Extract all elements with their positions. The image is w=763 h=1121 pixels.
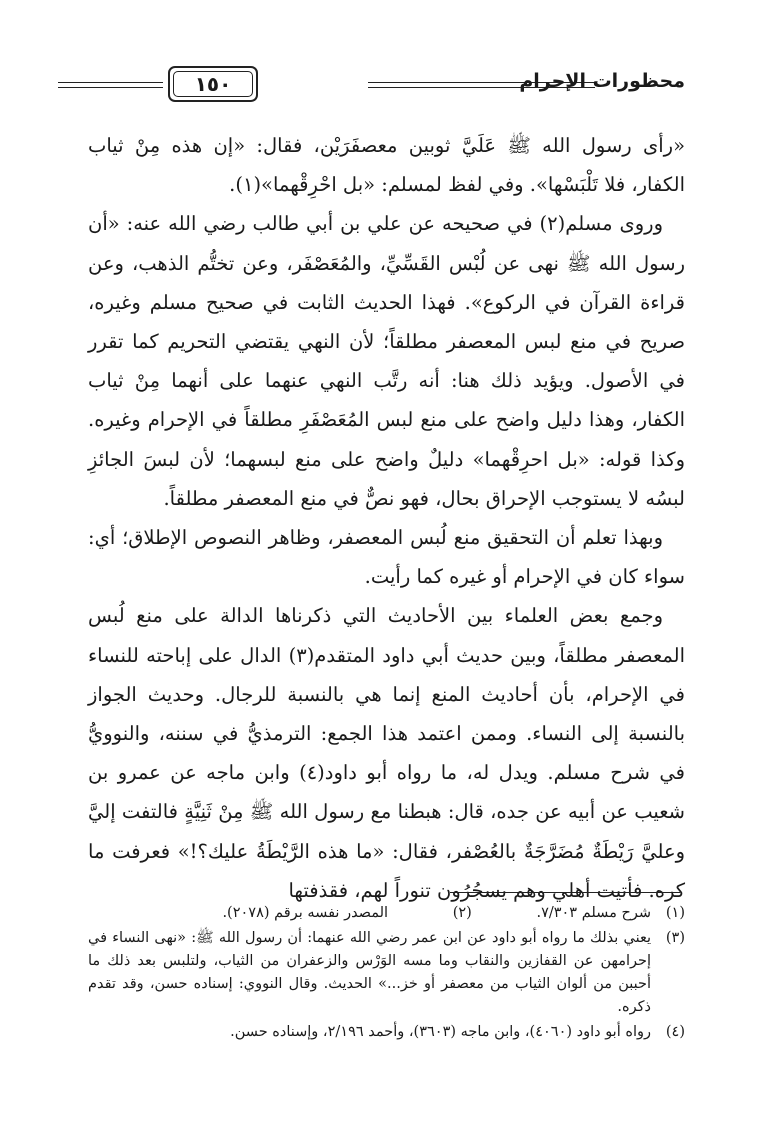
page-header: [58, 68, 685, 112]
paragraph: «رأى رسول الله ﷺ عَلَيَّ ثوبين معصفَرَيْن، فقال: «إن هذه مِنْ ثياب الكفار، فلا تَلْبَسْها». وفي لفظ لمسلم: «بل احْرِقْهما»(١).: [88, 134, 685, 197]
paragraph: وجمع بعض العلماء بين الأحاديث التي ذكرناها الدالة على منع لُبس المعصفر مطلقاً، وبين حديث أبي داود المتقدم(٣) الدال على إباحته للنساء في الإحرام، بأن أحاديث المنع إنما هي بالنسبة للرجال. وحديث الجواز بالنسبة إلى النساء. وممن اعتمد هذا الجمع: الترمذيُّ في سننه، والنوويُّ في شرح مسلم. ويدل له، ما رواه أبو داود(٤) وابن ماجه عن عمرو بن شعيب عن أبيه عن جده، قال: هبطنا مع رسول الله ﷺ مِنْ ثَنِيَّةٍ فالتفت إليَّ وعليَّ رَيْطَةٌ مُضَرَّجَةٌ بالعُصْفر، فقال: «ما هذه الرَّيْطَةُ عليك؟!» فعرفت ما كره. فأتيت أهلي وهم يسجُرُون تنوراً لهم، فقذفتها: [88, 604, 686, 902]
footnote-text: رواه أبو داود (٤٠٦٠)، وابن ماجه (٣٦٠٣)، وأحمد ٢/١٩٦، وإسناده حسن.: [230, 1024, 651, 1040]
paragraph: وبهذا تعلم أن التحقيق منع لُبس المعصفر، وظاهر النصوص الإطلاق؛ أي: سواء كان في الإحرام أو غيره كما رأيت.: [88, 526, 685, 589]
running-title: محظورات الإحرام: [519, 70, 685, 92]
footnote-number: (٣): [665, 930, 685, 946]
footnotes: [88, 902, 685, 1046]
footnote-number: (١): [665, 905, 685, 921]
footnote-row: [88, 902, 685, 925]
header-rule: [58, 87, 163, 88]
footnote-text: المصدر نفسه برقم (٢٠٧٨).: [222, 905, 389, 921]
header-rule: [58, 82, 163, 83]
paragraph: وروى مسلم(٢) في صحيحه عن علي بن أبي طالب رضي الله عنه: «أن رسول الله ﷺ نهى عن لُبْس القَسِّيِّ، والمُعَصْفَر، وعن تختُّم الذهب، وعن قراءة القرآن في الركوع». فهذا الحديث الثابت في صحيح مسلم وغيره، صريح في منع لبس المعصفر مطلقاً؛ لأن النهي يقتضي التحريم كما تقرر في الأصول. ويؤيد ذلك هنا: أنه رتَّب النهي عنهما على أنهما مِنْ ثياب الكفار، وهذا دليل واضح على منع لبس المُعَصْفَرِ مطلقاً في الإحرام وغيره. وكذا قوله: «بل احرِقْهما» دليلٌ واضح على منع لبسهما؛ لأن لبسَ الجائزِ لبسُه لا يستوجب الإحراق بحال، فهو نصٌّ في منع المعصفر مطلقاً.: [88, 212, 685, 510]
footnote-row: [88, 1021, 685, 1044]
footnote-separator: [450, 892, 680, 893]
footnote-text: يعني بذلك ما رواه أبو داود عن ابن عمر رضي الله عنهما: أن رسول الله ﷺ: «نهى النساء في إحرامهن عن القفازين والنقاب وما مسه الوَرْس والزعفران من الثياب، ولتلبس بعد ذلك ما أحببن من ألوان الثياب من معصفر أو خز...» الحديث. وقال النووي: إسناده حسن، وقد تقدم ذكره.: [88, 930, 651, 1015]
page-number-frame: [168, 66, 258, 102]
footnote-number: (٢): [452, 905, 472, 921]
page-number: ١٥٠: [194, 72, 232, 96]
main-text: [88, 126, 685, 910]
footnote-row: [88, 927, 685, 1019]
footnote-text: شرح مسلم ٧/٣٠٣.: [536, 905, 651, 921]
footnote-number: (٤): [665, 1024, 685, 1040]
